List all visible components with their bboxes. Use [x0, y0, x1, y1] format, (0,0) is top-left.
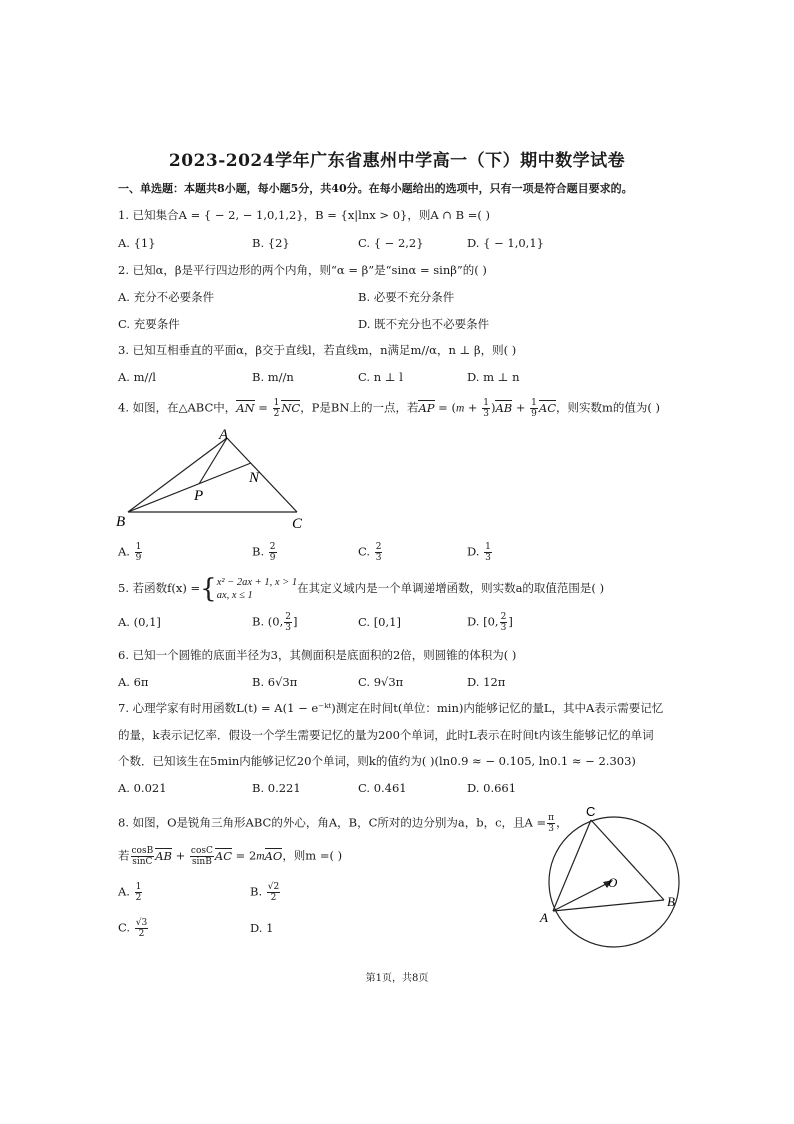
- q1-option-b: B. {2}: [252, 236, 290, 250]
- q4-triangle-figure: [112, 422, 312, 532]
- question-2: 2. 已知α，β是平行四边形的两个内角，则“α = β”是“sinα = sinβ”的( ): [118, 263, 487, 277]
- q8-label-o: O: [608, 875, 618, 890]
- q6-option-d: D. 12π: [467, 675, 506, 689]
- q2-option-d: D. 既不充分也不必要条件: [358, 317, 490, 331]
- q5-text-2: 在其定义域内是一个单调递增函数，则实数a的取值范围是( ): [297, 581, 605, 595]
- q3-option-b: B. m//n: [252, 370, 294, 384]
- q4-vec-ab: AB: [495, 400, 513, 415]
- question-5: 5. 若函数f(x) ={x² − 2ax + 1, x > 1 ax, x ≤ 1在其定义域内是一个单调递增函数，则实数a的取值范围是( ): [118, 574, 605, 604]
- q6-option-a: A. 6π: [118, 675, 149, 689]
- q1-option-d: D. { − 1,0,1}: [467, 236, 544, 250]
- q4-vec-ap: AP: [418, 400, 435, 415]
- question-6: 6. 已知一个圆锥的底面半径为3，其侧面积是底面积的2倍，则圆锥的体积为( ): [118, 648, 517, 662]
- q4-text-3: ，则实数m的值为( ): [556, 400, 661, 415]
- q5-option-d: D. [0, $\frac{2}{3}$ ]: [467, 612, 513, 633]
- question-7-line-3: 个数．已知该生在5min内能够记忆20个单词，则k的值约为( )(ln0.9 ≈ − 0.105, ln0.1 ≈ − 2.303): [118, 754, 636, 768]
- q5-option-b: B. (0, $\frac{2}{3}$ ]: [252, 612, 298, 633]
- q3-option-a: A. m//l: [118, 370, 156, 384]
- q6-option-b: B. 6√3π: [252, 675, 298, 689]
- question-8-line-1: 8. 如图，O是锐角三角形ABC的外心，角A，B，C所对的边分别为a，b，c，且A = $\frac{\pi}{3}$ ，: [118, 813, 568, 834]
- q8-label-c: C: [586, 804, 596, 819]
- q4-fraction-half: $\frac{1}{2}$: [273, 398, 280, 419]
- q4-option-c: C. $\frac{2}{3}$: [358, 542, 382, 563]
- q4-vec-ac: AC: [538, 400, 556, 415]
- q4-label-n: N: [249, 470, 260, 486]
- q5-piecewise: x² − 2ax + 1, x > 1 ax, x ≤ 1: [216, 577, 298, 601]
- q4-option-d: D. $\frac{1}{3}$: [467, 542, 491, 563]
- q8-option-d: D. 1: [250, 921, 274, 935]
- q1-option-a: A. {1}: [118, 236, 156, 250]
- question-7-line-2: 的量，k表示记忆率．假设一个学生需要记忆的量为200个单词，此时L表示在时间t内该生能够记忆的单词: [118, 728, 654, 742]
- q4-text-2: ，P是BN上的一点，若: [300, 400, 419, 415]
- q4-label-a: A: [219, 427, 229, 443]
- question-3: 3. 已知互相垂直的平面α，β交于直线l，若直线m，n满足m//α，n ⊥ β，则( ): [118, 343, 517, 357]
- q2-option-b: B. 必要不充分条件: [358, 290, 455, 304]
- question-8-line-2: 若 $\frac{\cos B}{\sin C}$ AB + $\frac{\cos C}{\sin B}$ AC = 2mAO，则m =( ): [118, 846, 343, 867]
- q8-option-c: C. $\frac{√3}{2}$: [118, 918, 148, 939]
- q4-text-1: 4. 如图，在△ABC中，: [118, 400, 237, 415]
- q8-option-a: A. $\frac{1}{2}$: [118, 882, 142, 903]
- q2-option-a: A. 充分不必要条件: [118, 290, 215, 304]
- q7-option-d: D. 0.661: [467, 781, 517, 795]
- q4-label-p: P: [194, 488, 204, 504]
- q4-label-c: C: [292, 516, 303, 532]
- page-title: 2023-2024学年广东省惠州中学高一（下）期中数学试卷: [168, 151, 626, 171]
- q4-option-b: B. $\frac{2}{9}$: [252, 542, 276, 563]
- q8-label-a: A: [540, 910, 548, 925]
- question-7-line-1: 7. 心理学家有时用函数L(t) = A(1 − e⁻ᵏᵗ)测定在时间t(单位：min)内能够记忆的量L，其中A表示需要记忆: [118, 701, 664, 715]
- q8-option-b: B. $\frac{√2}{2}$: [250, 882, 280, 903]
- q4-label-b: B: [116, 514, 126, 530]
- section-heading: 一、单选题：本题共8小题，每小题5分，共40分。在每小题给出的选项中，只有一项是符合题目要求的。: [118, 182, 633, 195]
- q8-label-b: B: [667, 894, 675, 909]
- q5-text-1: 5. 若函数f(x) =: [118, 581, 201, 595]
- q8-circle-figure: [534, 800, 694, 960]
- q4-option-a: A. $\frac{1}{9}$: [118, 542, 142, 563]
- q7-option-a: A. 0.021: [118, 781, 167, 795]
- question-4: 4. 如图，在△ABC中，AN = $\frac{1}{2}$ NC，P是BN上的一点，若AP = (m + $\frac{1}{3}$ )AB + $\frac{1}{9}$ AC，则实数m的值为( ): [118, 398, 661, 419]
- q4-fraction-third: $\frac{1}{3}$: [483, 398, 489, 419]
- q3-option-d: D. m ⊥ n: [467, 370, 520, 384]
- q6-option-c: C. 9√3π: [358, 675, 404, 689]
- q5-option-a: A. (0,1]: [118, 615, 161, 629]
- q7-option-c: C. 0.461: [358, 781, 407, 795]
- q7-option-b: B. 0.221: [252, 781, 301, 795]
- q3-option-c: C. n ⊥ l: [358, 370, 403, 384]
- question-1: 1. 已知集合A = { − 2, − 1,0,1,2}，B = {x|lnx > 0}，则A ∩ B =( ): [118, 208, 490, 222]
- q2-option-c: C. 充要条件: [118, 317, 180, 331]
- page-footer: 第1页，共8页: [365, 973, 429, 984]
- q1-option-c: C. { − 2,2}: [358, 236, 424, 250]
- q5-option-c: C. [0,1]: [358, 615, 401, 629]
- q4-vec-an: AN: [236, 400, 255, 415]
- q4-fraction-ninth: $\frac{1}{9}$: [531, 398, 537, 419]
- q4-vec-nc: NC: [281, 400, 301, 415]
